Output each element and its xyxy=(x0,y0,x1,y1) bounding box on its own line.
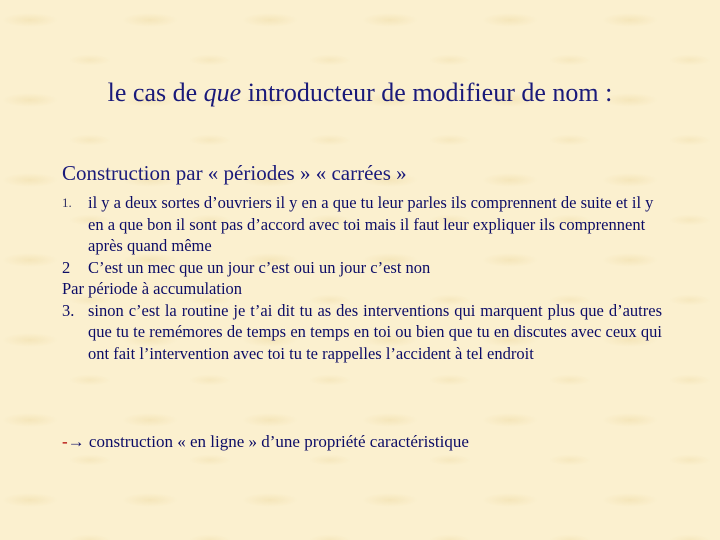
footer-text: construction « en ligne » d’une propriété caractéristique xyxy=(84,432,469,451)
example-list xyxy=(62,192,662,364)
list-item-3 xyxy=(62,300,662,365)
accumulation-label: Par période à accumulation xyxy=(62,279,243,298)
list-item-1 xyxy=(62,192,662,257)
list-item-number: 3. xyxy=(62,300,75,320)
title-text-after: introducteur de modifieur de nom : xyxy=(241,78,613,107)
list-item-text: il y a deux sortes d’ouvriers il y en a que tu leur parles ils comprennent de suite et il y en a que bon il sont pas d’accord avec toi mais il faut leur expliquer ils comprennent après quand même xyxy=(88,193,654,255)
list-item-text: sinon c’est la routine je t’ai dit tu as des interventions qui marquent plus que d’autres que tu te remémores de temps en temps en toi ou bien que tu en discutes avec ceux qui ont fait l’intervention avec toi tu te rappelles l’accident à tel endroit xyxy=(88,300,662,363)
title-text-before: le cas de xyxy=(107,78,204,107)
dash-mark: - xyxy=(62,432,68,451)
right-arrow-icon: → xyxy=(67,432,85,451)
list-item-number: 1. xyxy=(62,195,72,210)
section-subtitle: Construction par « périodes » « carrées » xyxy=(62,161,407,185)
list-item-text: C’est un mec que un jour c’est oui un jour c’est non xyxy=(88,257,431,277)
slide-title xyxy=(0,78,720,108)
title-italic-que: que xyxy=(203,78,242,107)
list-item-2 xyxy=(62,257,662,279)
list-item-number: 2 xyxy=(62,257,71,277)
footer-line xyxy=(62,432,469,452)
